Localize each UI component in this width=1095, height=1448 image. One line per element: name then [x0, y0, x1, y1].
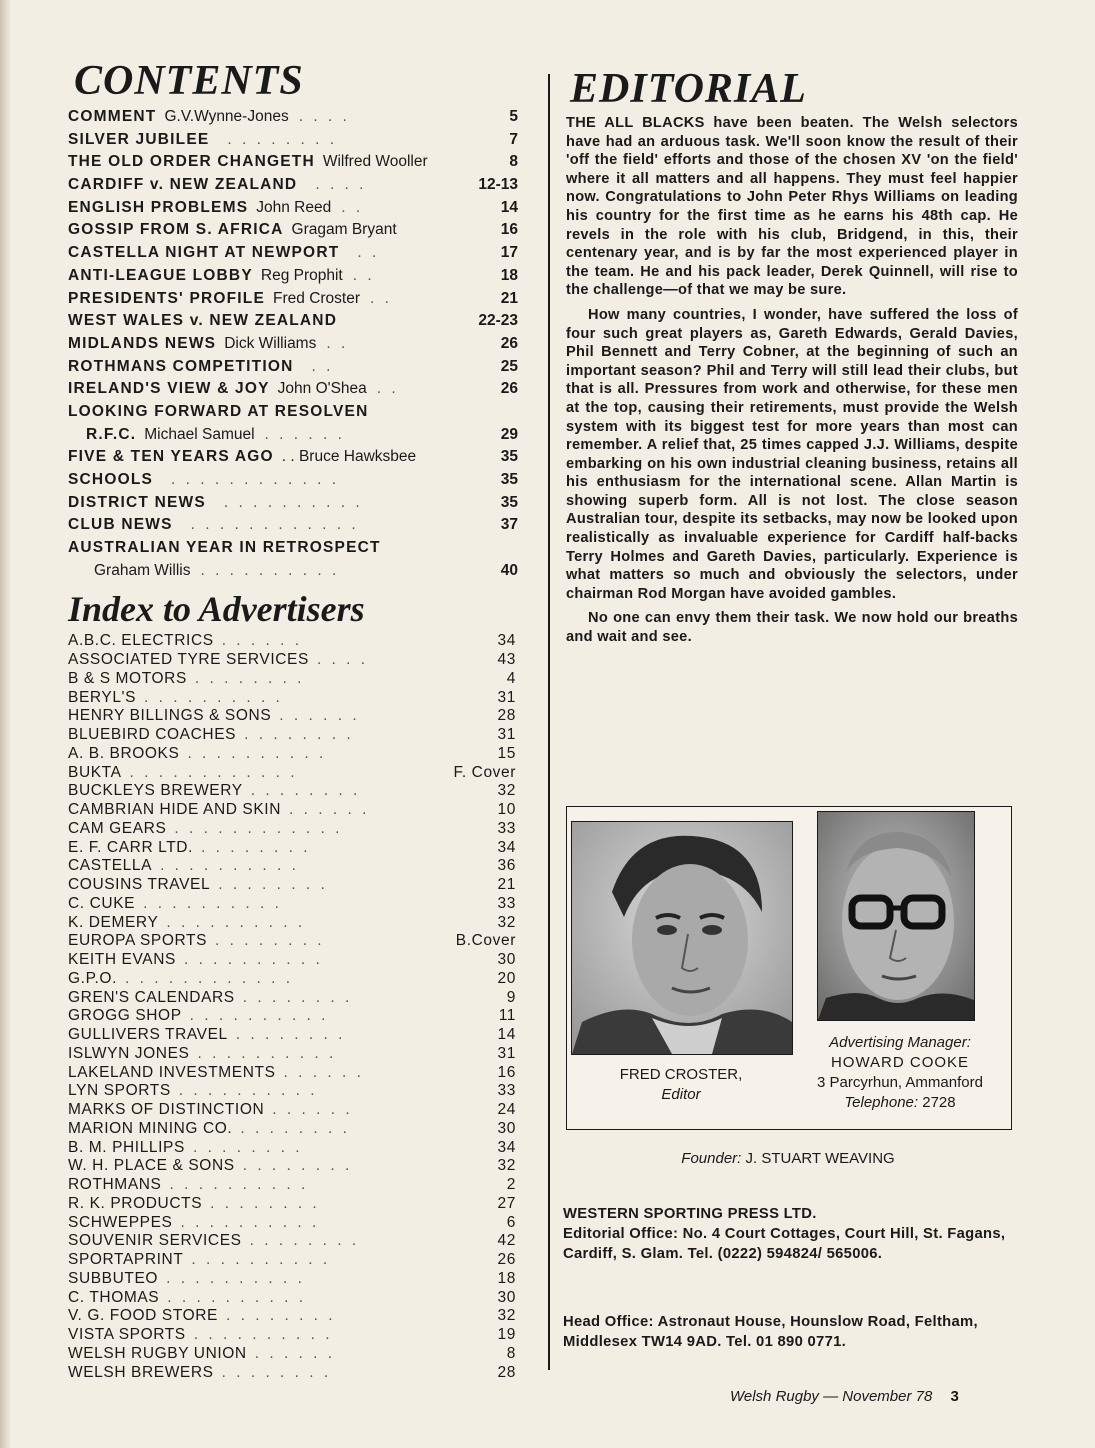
- advertiser-page: 42: [497, 1232, 516, 1250]
- founder-name: J. STUART WEAVING: [745, 1150, 895, 1167]
- contents-item: [68, 174, 528, 197]
- advertiser-name: LYN SPORTS: [68, 1082, 171, 1100]
- contents-item-author: Gragam Bryant: [291, 221, 397, 239]
- advertiser-item: [68, 932, 528, 951]
- advertiser-leader: . . . . . .: [272, 1101, 353, 1119]
- advertiser-item: [68, 820, 528, 839]
- advertiser-name: WELSH RUGBY UNION: [68, 1344, 247, 1362]
- contents-item: [68, 356, 528, 379]
- advertiser-item: [68, 876, 528, 895]
- advertiser-leader: . . . . . . . . . .: [189, 1007, 329, 1025]
- advertiser-name: C. CUKE: [68, 894, 136, 912]
- advertiser-name: E. F. CARR LTD.: [68, 838, 193, 856]
- contents-item-title: COMMENT: [68, 108, 157, 125]
- advertiser-item: [68, 951, 528, 970]
- advertiser-page: 34: [497, 1138, 516, 1156]
- contents-item-title: CASTELLA NIGHT AT NEWPORT: [68, 244, 340, 262]
- advertiser-page: 15: [497, 744, 516, 762]
- advertiser-name: ISLWYN JONES: [68, 1044, 190, 1062]
- contents-heading: CONTENTS: [74, 58, 304, 104]
- advertiser-name: COUSINS TRAVEL: [68, 876, 211, 894]
- advertiser-leader: . . . . . .: [254, 1344, 336, 1362]
- advertiser-item: [68, 1251, 528, 1270]
- advertiser-leader: . . . . . . . . . . . .: [129, 763, 298, 781]
- page-spine-shadow: [0, 0, 10, 1448]
- advertiser-page: 34: [497, 632, 516, 650]
- advertiser-leader: . . . . . . . .: [242, 1157, 353, 1175]
- advertiser-leader: . . . . . . . .: [192, 1138, 303, 1156]
- advertiser-item: [68, 895, 528, 914]
- advertiser-name: SPORTAPRINT: [68, 1251, 184, 1269]
- contents-item: [68, 151, 528, 174]
- contents-item: [68, 310, 528, 333]
- advertiser-page: 33: [497, 894, 516, 912]
- contents-item-page: 29: [500, 425, 518, 443]
- advertiser-name: CAM GEARS: [68, 819, 167, 837]
- advertiser-item: [68, 970, 528, 989]
- advertiser-leader: . . . . . . . .: [221, 1363, 332, 1381]
- advertiser-leader: . . . . . . . . . . . .: [124, 969, 294, 987]
- contents-item-title: ROTHMANS COMPETITION: [68, 357, 294, 375]
- contents-item: [68, 106, 528, 129]
- advertiser-name: V. G. FOOD STORE: [68, 1307, 218, 1325]
- advertiser-page: 33: [497, 1082, 516, 1100]
- contents-item-author: Michael Samuel: [144, 425, 255, 443]
- editorial-paragraph: How many countries, I wonder, have suffered the loss of four such great players as, Gareth Edwards, Gerald Davies, Phil Bennett and Terry Cobner, at the beginning of such an important season? Phil and Terry will still lead their clubs, but that is all. Pressures from work and otherwise, for these men at the top, causing their retirements, must provide the Welsh system with its biggest test for more years than most can remember. A relief that, 25 times capped J.J. Williams, despite embarking on his own industrial cleaning business, retains all his enthusiasm for the international scene. Allan Martin is showing superb form. All is not lost. The close season Australian tour, despite its setbacks, may now be looked upon realistically as invaluable experience for Cardiff half-backs Terry Holmes and Gareth Davies, particularly. Experience is what matters so much and obviously the selectors, under chairman Rod Morgan have avoided gambles.: [566, 306, 1018, 602]
- advertiser-page: 30: [497, 1119, 516, 1137]
- advertiser-leader: . . . .: [316, 651, 369, 669]
- advertiser-item: [68, 1064, 528, 1083]
- advertiser-page: 8: [506, 1344, 516, 1362]
- advertiser-leader: . . . . . . . . . .: [166, 1269, 305, 1287]
- contents-item-author: John Reed: [256, 198, 332, 216]
- advertiser-item: [68, 1364, 528, 1383]
- advertiser-name: BERYL'S: [68, 688, 137, 706]
- contents-item-title: ANTI-LEAGUE LOBBY: [68, 266, 253, 284]
- editor-caption: [571, 1065, 791, 1105]
- contents-item-page: 16: [500, 221, 518, 239]
- contents-item-author: Dick Williams: [224, 334, 317, 352]
- advertiser-item: [68, 1232, 528, 1251]
- advertiser-leader: . . . . . . . . . .: [178, 1082, 318, 1100]
- publisher-name: WESTERN SPORTING PRESS LTD.: [563, 1206, 817, 1222]
- contents-item-page: 35: [500, 493, 518, 511]
- contents-item-title: IRELAND'S VIEW & JOY: [68, 380, 270, 398]
- advertiser-page: 2: [506, 1176, 516, 1194]
- advertiser-item: [68, 1007, 528, 1026]
- contents-item-page: 5: [509, 108, 518, 125]
- contents-item: [68, 469, 528, 492]
- contents-item-author: G.V.Wynne-Jones: [164, 108, 289, 125]
- advertiser-page: B.Cover: [455, 932, 516, 950]
- founder-label: Founder:: [681, 1150, 742, 1167]
- advertiser-leader: . . . . . .: [221, 632, 303, 650]
- contents-item-page: 26: [500, 380, 518, 398]
- contents-item-title: PRESIDENTS' PROFILE: [68, 289, 266, 307]
- advertiser-item: [68, 1045, 528, 1064]
- advertiser-name: SCHWEPPES: [68, 1213, 173, 1231]
- advertiser-item: [68, 1176, 528, 1195]
- advertiser-leader: . . . . . . . . . .: [191, 1251, 331, 1269]
- contents-item-title: CLUB NEWS: [68, 516, 173, 534]
- advertiser-item: [68, 726, 528, 745]
- contents-item: [68, 333, 528, 356]
- advertiser-leader: . . . . . . . . . .: [143, 894, 282, 912]
- phone-number: 2728: [922, 1094, 956, 1111]
- advertiser-name: GULLIVERS TRAVEL: [68, 1026, 228, 1044]
- advertiser-page: 19: [497, 1326, 516, 1344]
- advertiser-item: [68, 914, 528, 933]
- editor-role: Editor: [661, 1086, 701, 1103]
- contents-item-page: 18: [500, 266, 518, 284]
- advertiser-page: F. Cover: [453, 763, 516, 781]
- advertiser-page: 33: [497, 819, 516, 837]
- contents-item-title: SCHOOLS: [68, 471, 154, 488]
- contents-item: [68, 492, 528, 515]
- contents-item-leader: . . . . . . . . . .: [200, 561, 340, 579]
- contents-item: [68, 537, 528, 560]
- contents-item-title: WEST WALES v. NEW ZEALAND: [68, 312, 338, 330]
- contents-item-leader: . .: [352, 266, 375, 284]
- contents-item-author: . . Bruce Hawksbee: [281, 448, 417, 466]
- advertiser-leader: . . . . . . . .: [235, 1026, 346, 1044]
- advertiser-name: B. M. PHILLIPS: [68, 1138, 185, 1156]
- advertiser-name: K. DEMERY: [68, 913, 159, 931]
- advertiser-name: HENRY BILLINGS & SONS: [68, 707, 272, 725]
- advertisers-heading: Index to Advertisers: [68, 589, 365, 630]
- advertiser-leader: . . . . . . . .: [242, 988, 353, 1006]
- advertiser-leader: . . . . . . . .: [240, 1119, 350, 1137]
- advertising-manager-caption: [789, 1033, 1011, 1113]
- advertiser-item: [68, 764, 528, 783]
- advertiser-leader: . . . . . . . .: [244, 726, 354, 744]
- phone-label: Telephone:: [844, 1094, 919, 1111]
- contents-item: [68, 197, 528, 220]
- contents-item-page: 8: [509, 153, 518, 171]
- advertiser-page: 28: [497, 1363, 516, 1381]
- advertiser-page: 18: [497, 1269, 516, 1287]
- page-footer: [730, 1388, 959, 1405]
- editorial-paragraph: No one can envy them their task. We now hold our breaths and wait and see.: [566, 610, 1018, 646]
- contents-item-leader: . . . . . . . . . .: [223, 493, 363, 511]
- page-number: 3: [950, 1388, 959, 1405]
- contents-item: [68, 288, 528, 311]
- advertiser-leader: . . . . . . . .: [215, 932, 325, 950]
- advertiser-page: 32: [497, 1157, 516, 1175]
- advertiser-name: ASSOCIATED TYRE SERVICES: [68, 651, 309, 669]
- contents-item: [68, 378, 528, 401]
- head-office: Head Office: Astronaut House, Hounslow Road, Feltham, Middlesex TW14 9AD. Tel. 01 890 0771.: [563, 1314, 978, 1350]
- advertiser-item: [68, 857, 528, 876]
- advertiser-item: [68, 1139, 528, 1158]
- advertiser-page: 28: [497, 707, 516, 725]
- advertiser-name: CASTELLA: [68, 857, 153, 875]
- editorial-office: Editorial Office: No. 4 Court Cottages, Court Hill, St. Fagans, Cardiff, S. Glam. Tel. (0222) 594824/ 565006.: [563, 1226, 1006, 1262]
- advertiser-name: BLUEBIRD COACHES: [68, 726, 237, 744]
- advertiser-name: BUKTA: [68, 763, 122, 781]
- advertiser-name: WELSH BREWERS: [68, 1363, 214, 1381]
- advertiser-name: LAKELAND INVESTMENTS: [68, 1063, 276, 1081]
- contents-item-leader: . .: [370, 289, 392, 307]
- advertiser-leader: . . . . . . . . . .: [187, 744, 327, 762]
- column-divider: [548, 74, 550, 1370]
- editor-photo: [571, 821, 793, 1055]
- advertiser-page: 11: [498, 1007, 516, 1025]
- contents-item-leader: . . . . . . . .: [227, 130, 338, 148]
- contents-item-title: R.F.C.: [86, 425, 137, 443]
- advertiser-name: C. THOMAS: [68, 1288, 160, 1306]
- contents-item-leader: . . . . . . . . . . . .: [190, 516, 359, 534]
- advertiser-item: [68, 632, 528, 651]
- advertiser-page: 32: [497, 782, 516, 800]
- contents-item-title: ENGLISH PROBLEMS: [68, 198, 249, 216]
- advertiser-page: 10: [497, 801, 516, 819]
- contents-item-author: Graham Willis: [94, 561, 191, 579]
- contents-item-page: 35: [500, 448, 518, 466]
- advertiser-item: [68, 782, 528, 801]
- contents-item: [68, 129, 528, 152]
- contents-item-author: Reg Prophit: [260, 266, 343, 284]
- contents-item-title: LOOKING FORWARD AT RESOLVEN: [68, 402, 369, 420]
- advertiser-name: G.P.O.: [68, 969, 117, 987]
- advertiser-name: SUBBUTEO: [68, 1269, 159, 1287]
- advertiser-item: [68, 989, 528, 1008]
- advertiser-leader: . . . . . . . .: [194, 669, 305, 687]
- advertiser-name: A. B. BROOKS: [68, 744, 180, 762]
- advertiser-page: 30: [497, 1288, 516, 1306]
- advertiser-page: 31: [497, 726, 516, 744]
- advertiser-item: [68, 1289, 528, 1308]
- advertiser-item: [68, 1195, 528, 1214]
- advertiser-item: [68, 689, 528, 708]
- advertiser-page: 6: [506, 1213, 516, 1231]
- contents-item: [68, 265, 528, 288]
- advertiser-page: 27: [497, 1194, 516, 1212]
- advertiser-page: 31: [497, 1044, 516, 1062]
- contents-item-title: SILVER JUBILEE: [68, 130, 210, 148]
- contents-item-title: GOSSIP FROM S. AFRICA: [68, 221, 284, 239]
- contents-item-page: 35: [500, 471, 518, 488]
- advertiser-page: 31: [497, 688, 516, 706]
- advertiser-name: GROGG SHOP: [68, 1007, 182, 1025]
- contents-item-page: 22-23: [478, 312, 518, 330]
- advertiser-item: [68, 670, 528, 689]
- editor-name: FRED CROSTER,: [619, 1066, 743, 1083]
- advertiser-leader: . . . . . . . . . .: [144, 688, 283, 706]
- advertiser-page: 4: [506, 669, 516, 687]
- contents-item-author: Wilfred Wooller: [322, 153, 428, 171]
- advertiser-leader: . . . . . .: [283, 1063, 364, 1081]
- advertisers-list: [68, 632, 528, 1382]
- advertiser-page: 20: [497, 969, 516, 987]
- contents-item-page: 12-13: [478, 176, 518, 194]
- contents-item: [68, 514, 528, 537]
- advertiser-page: 9: [506, 988, 516, 1006]
- editor-portrait-image: [572, 822, 792, 1054]
- contents-item-leader: . . . . . . . . . . . .: [171, 471, 340, 488]
- advertiser-leader: . . . . . . . .: [250, 782, 361, 800]
- advertiser-item: [68, 707, 528, 726]
- contents-item-leader: . . . . . .: [264, 425, 345, 443]
- advertiser-item: [68, 1214, 528, 1233]
- advertiser-item: [68, 839, 528, 858]
- advertising-manager-phone: [789, 1093, 1011, 1113]
- advertiser-name: B & S MOTORS: [68, 669, 187, 687]
- publication-info: Welsh Rugby — November 78: [730, 1388, 933, 1405]
- contents-item-title: FIVE & TEN YEARS AGO: [68, 448, 274, 466]
- contents-item-leader: . .: [376, 380, 399, 398]
- advertiser-leader: . . . . . . . . . . . .: [174, 819, 343, 837]
- advertiser-name: KEITH EVANS: [68, 951, 176, 969]
- contents-item: [68, 560, 528, 583]
- advertiser-name: SOUVENIR SERVICES: [68, 1232, 242, 1250]
- advertiser-leader: . . . . . . . .: [210, 1194, 320, 1212]
- contents-item-leader: . . . .: [315, 176, 367, 194]
- advertiser-name: MARION MINING CO.: [68, 1119, 233, 1137]
- advertiser-page: 21: [497, 876, 516, 894]
- advertising-manager-role: Advertising Manager:: [829, 1034, 971, 1051]
- editorial-heading: EDITORIAL: [570, 66, 807, 112]
- advertiser-page: 26: [497, 1251, 516, 1269]
- advertising-manager-photo: [817, 811, 975, 1021]
- contents-item-page: 17: [500, 244, 518, 262]
- advertiser-item: [68, 1270, 528, 1289]
- advertiser-leader: . . . . . . . . . .: [160, 857, 299, 875]
- advertiser-page: 43: [497, 651, 516, 669]
- advertiser-leader: . . . . . .: [289, 801, 370, 819]
- left-column: [68, 58, 528, 1382]
- advertiser-name: CAMBRIAN HIDE AND SKIN: [68, 801, 282, 819]
- advertiser-item: [68, 1101, 528, 1120]
- advertiser-leader: . . . . . . . . . .: [180, 1213, 320, 1231]
- advertiser-leader: . . . . . . . . . .: [169, 1176, 309, 1194]
- advertiser-name: EUROPA SPORTS: [68, 932, 208, 950]
- advertiser-leader: . . . . . . . .: [249, 1232, 360, 1250]
- advertiser-page: 32: [497, 1307, 516, 1325]
- staff-photo-box: [566, 806, 1012, 1130]
- advertiser-name: A.B.C. ELECTRICS: [68, 632, 214, 650]
- contents-item-page: 21: [500, 289, 518, 307]
- contents-item-page: 14: [500, 198, 518, 216]
- contents-item-page: 40: [500, 561, 518, 579]
- contents-item-author: Fred Croster: [273, 289, 361, 307]
- contents-item-title: AUSTRALIAN YEAR IN RETROSPECT: [68, 539, 381, 557]
- contents-item-title: CARDIFF v. NEW ZEALAND: [68, 176, 298, 194]
- contents-item-title: THE OLD ORDER CHANGETH: [68, 153, 315, 171]
- advertiser-name: VISTA SPORTS: [68, 1326, 186, 1344]
- contents-item-page: 7: [509, 130, 518, 148]
- advertiser-leader: . . . . . . . . . .: [167, 1288, 307, 1306]
- contents-item-leader: . .: [326, 334, 349, 352]
- contents-item-page: 26: [500, 334, 518, 352]
- advertiser-item: [68, 1326, 528, 1345]
- contents-item-page: 25: [500, 357, 518, 375]
- advertiser-item: [68, 1082, 528, 1101]
- advertiser-leader: . . . . . . . .: [200, 838, 311, 856]
- contents-item-title: DISTRICT NEWS: [68, 493, 206, 511]
- contents-item: [68, 446, 528, 469]
- advertiser-page: 24: [497, 1101, 516, 1119]
- advertiser-page: 34: [497, 838, 516, 856]
- advertiser-item: [68, 1026, 528, 1045]
- advertising-manager-address: 3 Parcyrhun, Ammanford: [817, 1074, 983, 1091]
- contents-item-title: MIDLANDS NEWS: [68, 334, 217, 352]
- advertiser-name: ROTHMANS: [68, 1176, 162, 1194]
- contents-item: [68, 424, 528, 447]
- advertiser-page: 30: [497, 951, 516, 969]
- contents-item-page: 37: [500, 516, 518, 534]
- contents-item-leader: . .: [311, 357, 334, 375]
- advertiser-item: [68, 1157, 528, 1176]
- contents-item-leader: . .: [357, 244, 380, 262]
- advertiser-leader: . . . . . .: [279, 707, 360, 725]
- advertising-manager-portrait-image: [818, 812, 974, 1020]
- advertiser-page: 14: [497, 1026, 516, 1044]
- advertiser-item: [68, 1307, 528, 1326]
- contents-item: [68, 401, 528, 424]
- advertiser-name: W. H. PLACE & SONS: [68, 1157, 235, 1175]
- advertiser-item: [68, 801, 528, 820]
- advertiser-page: 16: [497, 1063, 516, 1081]
- contents-item-author: John O'Shea: [277, 380, 367, 398]
- advertiser-item: [68, 651, 528, 670]
- advertiser-leader: . . . . . . . . . .: [193, 1326, 333, 1344]
- advertiser-item: [68, 1120, 528, 1139]
- right-column: [566, 64, 1018, 653]
- contents-item: [68, 242, 528, 265]
- advertiser-page: 32: [497, 913, 516, 931]
- advertiser-name: BUCKLEYS BREWERY: [68, 782, 243, 800]
- founder-line: [566, 1150, 1010, 1167]
- advertiser-name: GREN'S CALENDARS: [68, 988, 235, 1006]
- advertiser-name: R. K. PRODUCTS: [68, 1194, 203, 1212]
- editorial-paragraph: THE ALL BLACKS have been beaten. The Welsh selectors have had an arduous task. We'll soon know the result of their 'off the field' efforts and those of the chosen XV 'on the field' where it all matters and all happens. They must feel happier now. Congratulations to John Peter Rhys Williams on leading his country for the first time as he earns his 48th cap. He revels in the role with his club, Bridgend, in this, their centenary year, and is by far the most experienced player in the team. He and his pack leader, Derek Quinnell, will rise to the challenge—of that we may be sure.: [566, 115, 1018, 299]
- advertiser-leader: . . . . . . . .: [218, 876, 328, 894]
- contents-list: [68, 106, 528, 582]
- contents-item: [68, 219, 528, 242]
- advertiser-item: [68, 745, 528, 764]
- advertiser-leader: . . . . . . . . . .: [197, 1044, 337, 1062]
- advertiser-leader: . . . . . . . .: [226, 1307, 336, 1325]
- advertiser-leader: . . . . . . . . . .: [166, 913, 306, 931]
- advertising-manager-name: HOWARD COOKE: [830, 1054, 970, 1071]
- advertiser-item: [68, 1345, 528, 1364]
- publisher-block: [563, 1204, 1009, 1352]
- contents-item-leader: . .: [341, 198, 364, 216]
- advertiser-page: 36: [497, 857, 516, 875]
- contents-item-leader: . . . .: [298, 108, 350, 125]
- advertiser-name: MARKS OF DISTINCTION: [68, 1101, 265, 1119]
- advertiser-leader: . . . . . . . . . .: [183, 951, 323, 969]
